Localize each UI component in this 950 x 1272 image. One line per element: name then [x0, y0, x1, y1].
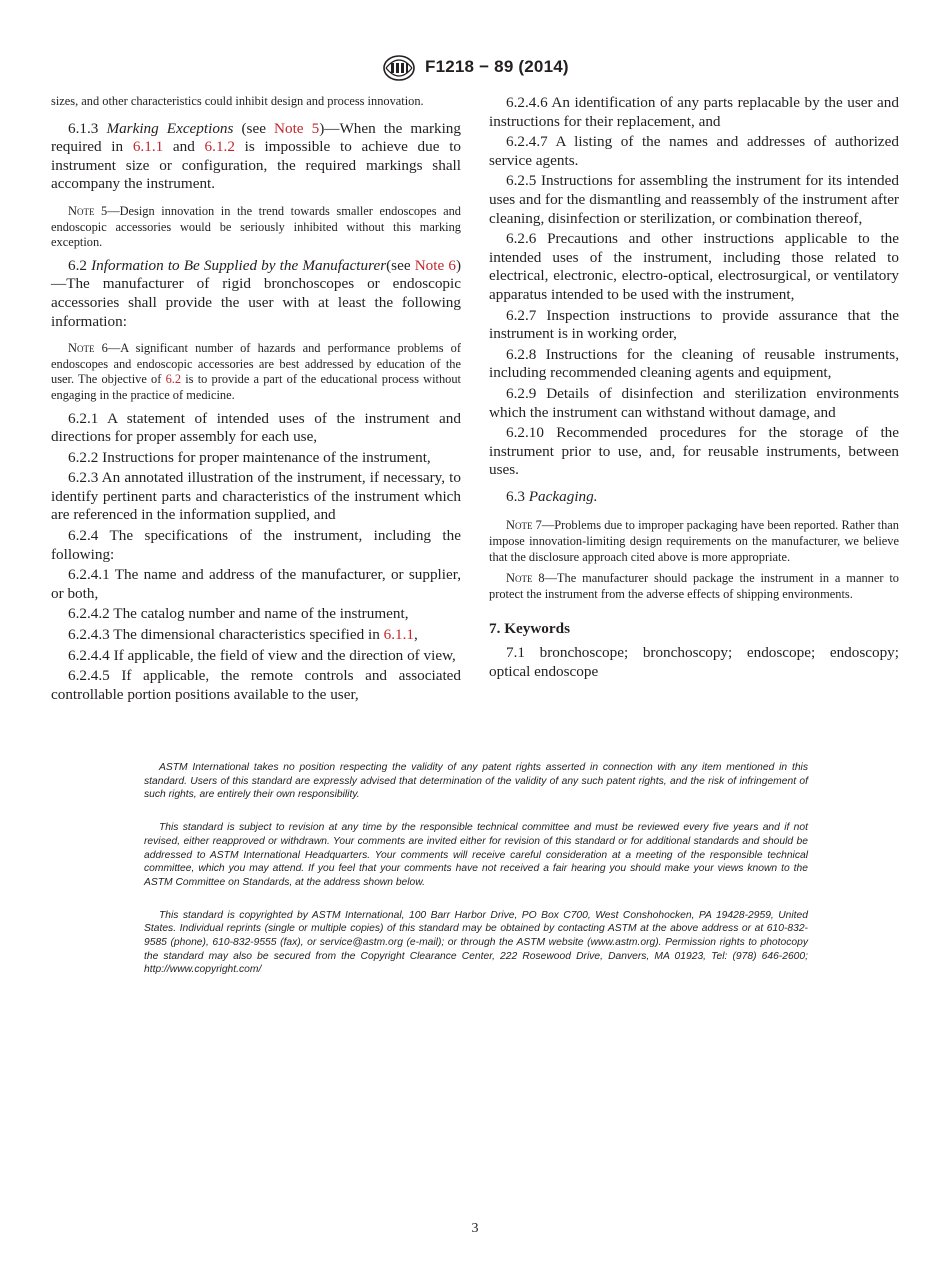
footer-disclaimer — [144, 761, 808, 996]
note-8: Note 8—The manufacturer should package the instrument in a manner to protect the instrument from the adverse effects of shipping environments. — [489, 571, 899, 601]
ref-6-1-1-link[interactable]: 6.1.1 — [383, 626, 414, 644]
note-5-link[interactable]: Note 5 — [274, 119, 320, 137]
note-7: Note 7—Problems due to improper packaging have been reported. Rather than impose innovation-limiting design requirements on the manufacturer, we believe that the disclosure approach cited above is more appropriate. — [489, 518, 899, 564]
footer-revision-notice: This standard is subject to revision at any time by the responsible technical committee and must be reviewed every five years and if not revised, either reapproved or withdrawn. Your comments are invited either for revision of this standard or for additional standards and should be addressed to ASTM International Headquarters. Your comments will receive careful consideration at a meeting of the responsible technical committee, which you may attend. If you feel that your comments have not received a fair hearing you should make your views known to the ASTM Committee on Standards, at the address shown below. — [144, 822, 808, 888]
ref-6-1-1-link[interactable]: 6.1.1 — [132, 138, 164, 156]
section-7-1: 7.1 bronchoscope; bronchoscopy; endoscope; endoscopy; optical endoscope — [489, 644, 899, 681]
section-6-2-10: 6.2.10 Recommended procedures for the storage of the instrument prior to use, and, for reusable instruments, between uses. — [489, 424, 899, 479]
left-column — [51, 94, 461, 706]
section-6-2-3: 6.2.3 An annotated illustration of the instrument, if necessary, to identify pertinent parts and characteristics of the instrument which are referenced in the information supplied, and — [51, 469, 461, 524]
footer-copyright-notice: This standard is copyrighted by ASTM International, 100 Barr Harbor Drive, PO Box C700, West Conshohocken, PA 19428-2959, United States. Individual reprints (single or multiple copies) of this standard may be obtained by contacting ASTM at the above address or at 610-832-9585 (phone), 610-832-9555 (fax), or service@astm.org (e-mail); or through the ASTM website (www.astm.org). Permission rights to photocopy the standard may also be secured from the Copyright Clearance Center, 222 Rosewood Drive, Danvers, MA 01923, Tel: (978) 646-2600; http://www.copyright.com/ — [144, 909, 808, 976]
section-6-2-9: 6.2.9 Details of disinfection and sterilization environments which the instrument can withstand without damage, and — [489, 384, 899, 421]
note-6-link[interactable]: Note 6 — [414, 256, 456, 274]
section-6-2-4-4: 6.2.4.4 If applicable, the field of view and the direction of view, — [68, 646, 456, 664]
section-6-2-4-1: 6.2.4.1 The name and address of the manufacturer, or supplier, or both, — [51, 566, 461, 602]
note-6: Note 6—A significant number of hazards and performance problems of endoscopes and endoscopic accessories are best addressed by education of the user. The objective of 6.2 is to provide a part of the educational process without engaging in the practice of medicine. — [51, 341, 461, 402]
section-6-2-5: 6.2.5 Instructions for assembling the instrument for its intended uses and for the dismantling and reassembly of the instrument after cleaning, disinfection or sterilization, or combination thereof, — [489, 172, 899, 227]
section-6-3: 6.3 Packaging. — [506, 487, 598, 505]
section-6-2-4-7: 6.2.4.7 A listing of the names and addresses of authorized service agents. — [489, 133, 899, 169]
document-id: F1218 − 89 (2014) — [425, 57, 569, 76]
paragraph-continuation: sizes, and other characteristics could inhibit design and process innovation. — [51, 94, 424, 108]
section-6-2-2: 6.2.2 Instructions for proper maintenance of the instrument, — [68, 448, 431, 466]
page-header — [0, 54, 950, 84]
section-6-2-7: 6.2.7 Inspection instructions to provide assurance that the instrument is in working order, — [489, 306, 899, 343]
section-6-2-4-5: 6.2.4.5 If applicable, the remote controls and associated controllable portion positions available to the user, — [51, 667, 461, 703]
note-5: Note 5—Design innovation in the trend towards smaller endoscopes and endoscopic accessories would be seriously inhibited without this marking exception. — [51, 203, 461, 250]
section-6-2-4-6: 6.2.4.6 An identification of any parts replacable by the user and instructions for their replacement, and — [489, 94, 899, 130]
astm-logo-icon — [381, 54, 417, 82]
section-6-2-4: 6.2.4 The specifications of the instrument, including the following: — [51, 527, 461, 563]
section-6-2-1: 6.2.1 A statement of intended uses of the instrument and directions for proper assembly for each use, — [51, 409, 461, 446]
ref-6-2-link[interactable]: 6.2 — [165, 372, 182, 387]
footer-patent-notice: ASTM International takes no position respecting the validity of any patent rights asserted in connection with any item mentioned in this standard. Users of this standard are expressly advised that determination of the validity of any such patent rights, and the risk of infringement of such rights, are entirely their own responsibility. — [144, 762, 808, 801]
section-7-heading: 7. Keywords — [489, 620, 570, 638]
section-6-2: 6.2 Information to Be Supplied by the Manufacturer(see Note 6)—The manufacturer of rigid bronchoscopes or endoscopic accessories shall provide the user with at least the following information: — [51, 256, 462, 330]
section-6-2-6: 6.2.6 Precautions and other instructions applicable to the intended uses of the instrument, including those related to electrical, electronic, electro-optical, electrosurgical, or ventilatory apparatus intended to be used with the instrument, — [489, 230, 899, 303]
section-6-2-4-2: 6.2.4.2 The catalog number and name of the instrument, — [68, 605, 409, 623]
section-6-2-4-3: 6.2.4.3 The dimensional characteristics specified in 6.1.1, — [68, 626, 418, 644]
section-6-2-8: 6.2.8 Instructions for the cleaning of reusable instruments, including recommended cleaning agents and equipment, — [489, 345, 899, 382]
page-number: 3 — [471, 1221, 479, 1236]
section-6-1-3: 6.1.3 Marking Exceptions (see Note 5)—When the marking required in 6.1.1 and 6.1.2 is impossible to achieve due to instrument size or configuration, the required markings shall accompany the instrument. — [51, 119, 462, 193]
right-column — [489, 94, 899, 684]
ref-6-1-2-link[interactable]: 6.1.2 — [204, 138, 235, 156]
